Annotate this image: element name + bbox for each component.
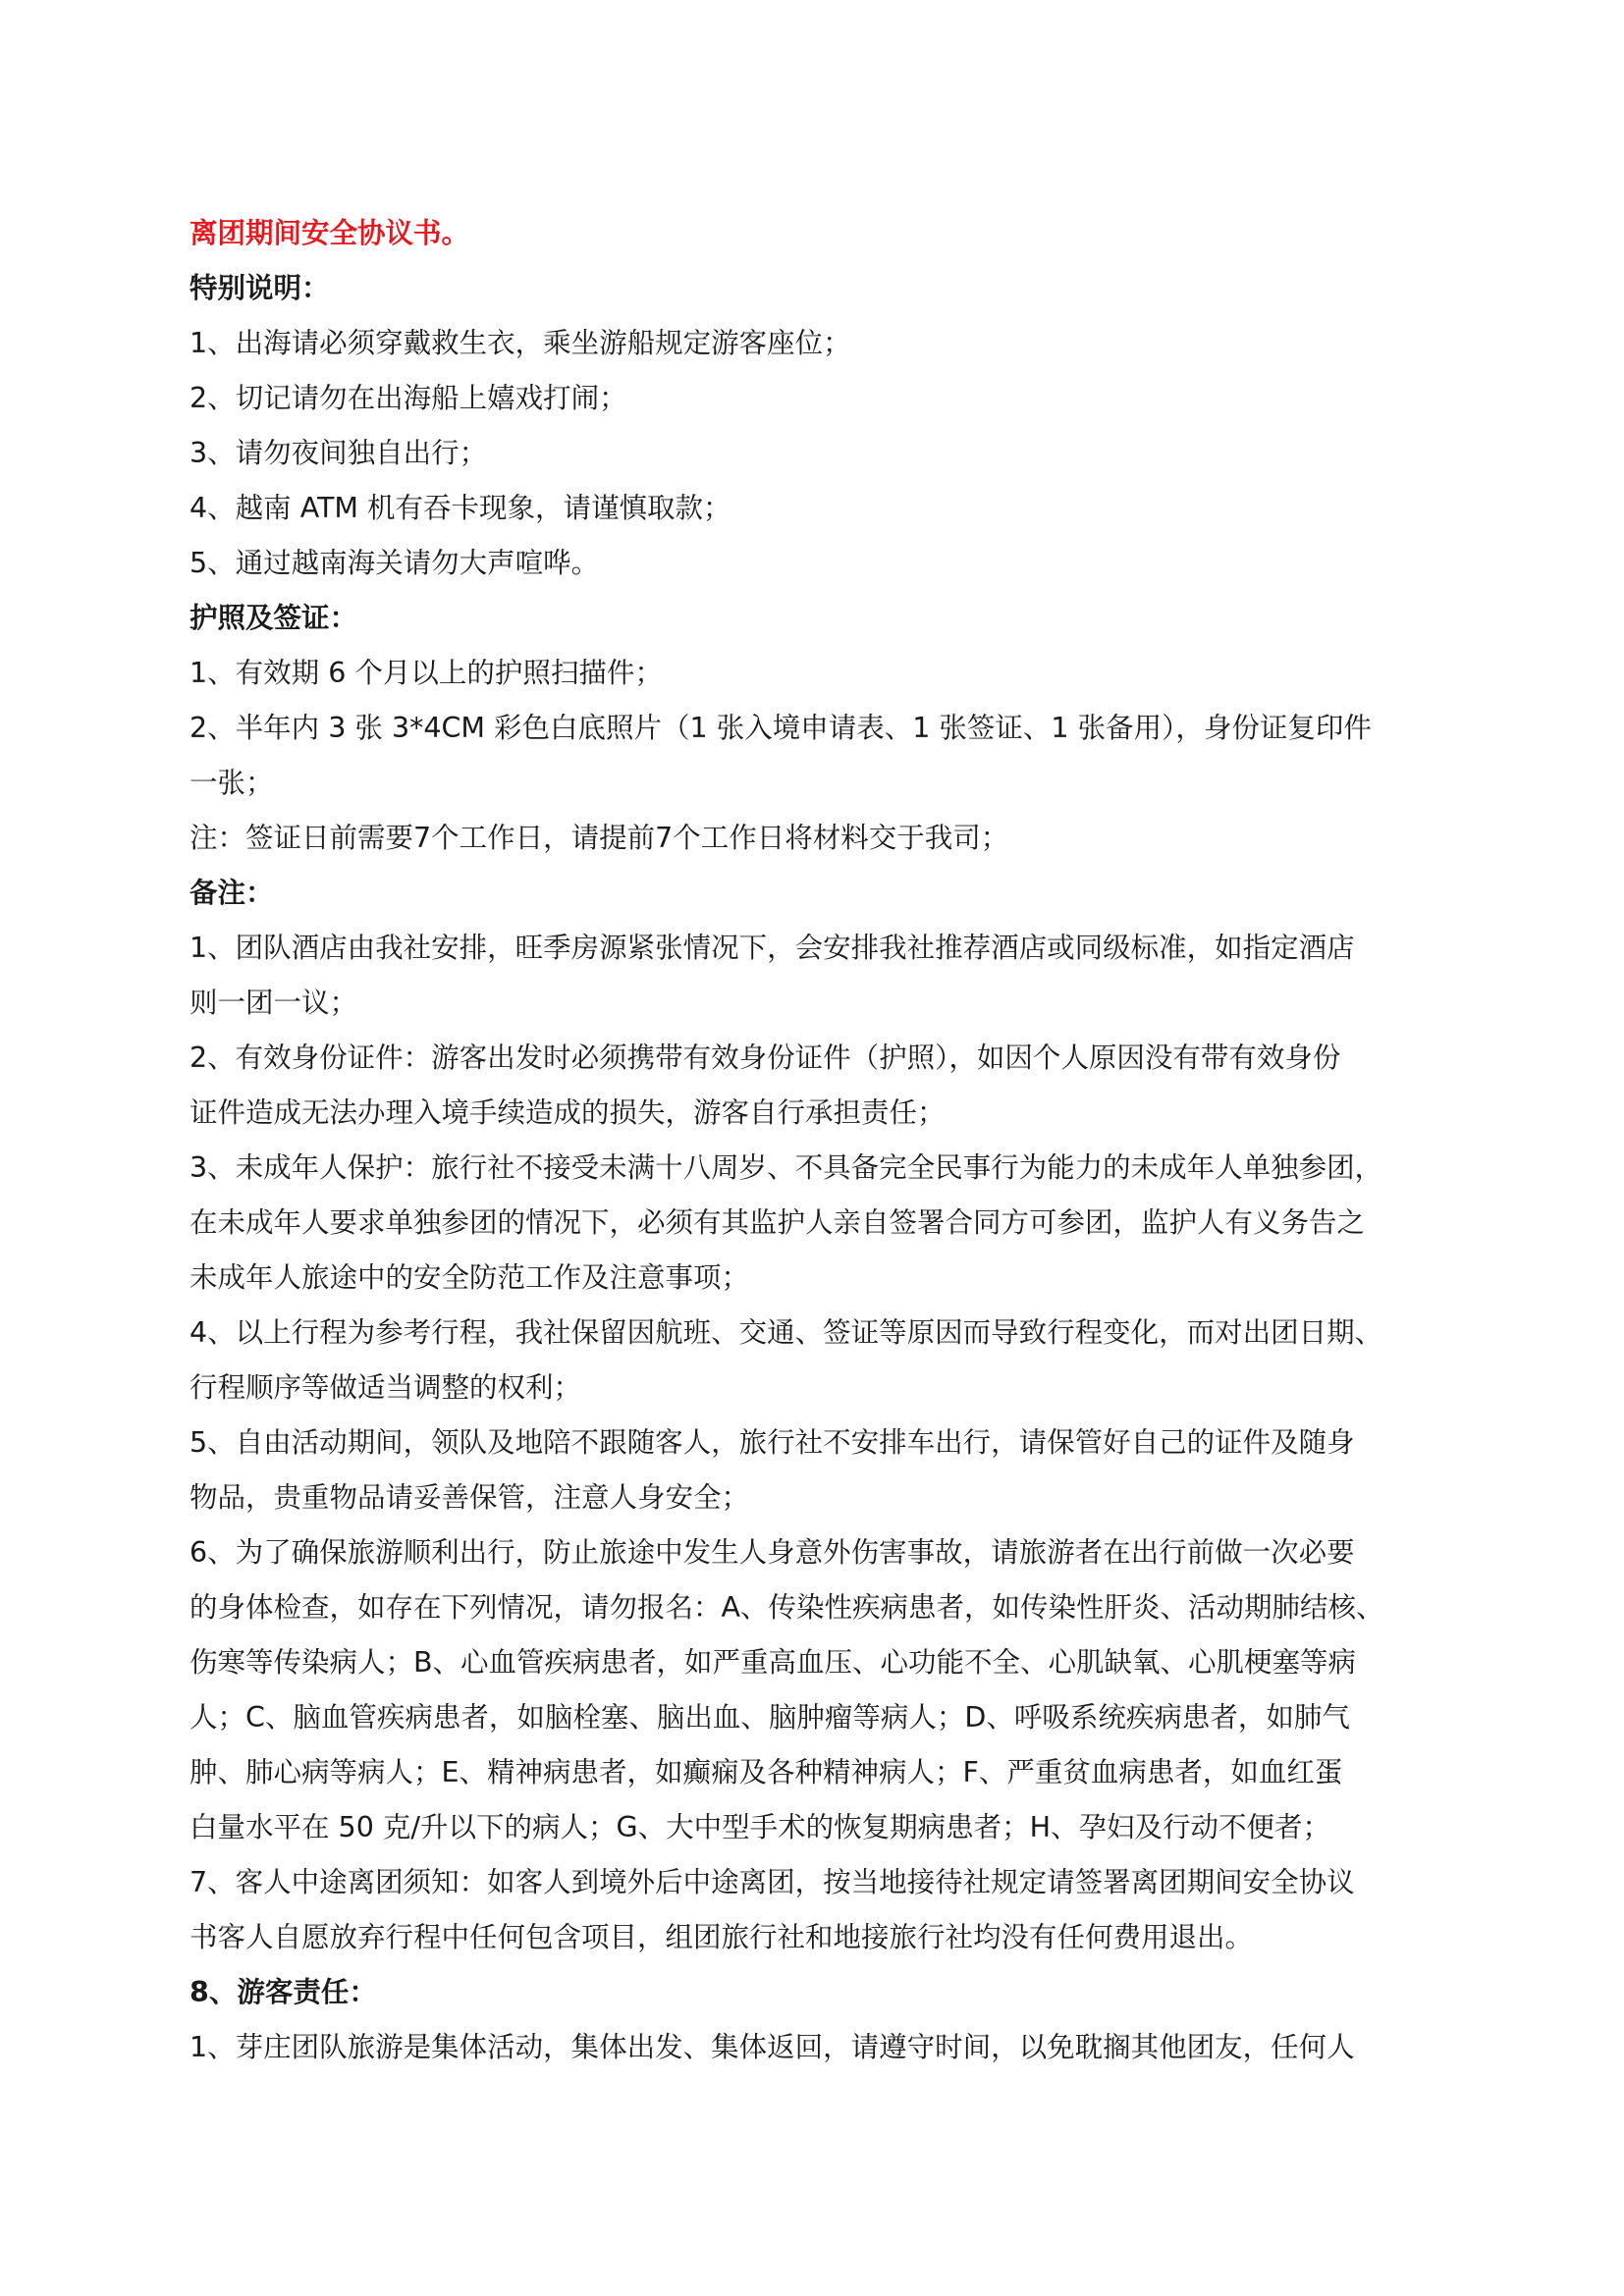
text-line: 注：签证日前需要7个工作日，请提前7个工作日将材料交于我司；: [189, 822, 1009, 854]
text-line: 5、自由活动期间，领队及地陪不跟随客人，旅行社不安排车出行，请保管好自己的证件及随身: [189, 1426, 1355, 1459]
text-line: 在未成年人要求单独参团的情况下，必须有其监护人亲自签署合同方可参团，监护人有义务告之: [189, 1206, 1366, 1239]
text-line: 伤寒等传染病人；B、心血管疾病患者，如严重高血压、心功能不全、心肌缺氧、心肌梗塞等病: [189, 1646, 1357, 1679]
text-line: 4、越南 ATM 机有吞卡现象，请谨慎取款；: [189, 492, 731, 524]
document-title: 离团期间安全协议书。: [189, 217, 470, 249]
text-line: 6、为了确保旅游顺利出行，防止旅途中发生人身意外伤害事故，请旅游者在出行前做一次必要: [189, 1536, 1355, 1569]
text-line: 白量水平在 50 克/升以下的病人；G、大中型手术的恢复期病患者；H、孕妇及行动不便者；: [189, 1811, 1331, 1843]
text-line: 则一团一议；: [189, 987, 358, 1019]
text-line: 肿、肺心病等病人；E、精神病患者，如癫痫及各种精神病人；F、严重贫血病患者，如血红蛋: [189, 1756, 1343, 1789]
section-heading-remarks: 备注：: [189, 877, 274, 909]
text-line: 7、客人中途离团须知：如客人到境外后中途离团，按当地接待社规定请签署离团期间安全协议: [189, 1866, 1355, 1898]
text-line: 物品，贵重物品请妥善保管，注意人身安全；: [189, 1481, 750, 1514]
text-line: 3、请勿夜间独自出行；: [189, 437, 488, 469]
text-line: 1、有效期 6 个月以上的护照扫描件；: [189, 657, 663, 689]
text-line: 2、半年内 3 张 3*4CM 彩色白底照片（1 张入境申请表、1 张签证、1 张备用），身份证复印件: [189, 712, 1372, 744]
text-line: 3、未成年人保护：旅行社不接受未满十八周岁、不具备完全民事行为能力的未成年人单独参团，: [189, 1151, 1383, 1184]
text-line: 书客人自愿放弃行程中任何包含项目，组团旅行社和地接旅行社均没有任何费用退出。: [189, 1921, 1254, 1953]
text-line: 2、切记请勿在出海船上嬉戏打闹；: [189, 382, 627, 414]
section-heading-passport-visa: 护照及签证：: [189, 602, 358, 634]
text-line: 未成年人旅途中的安全防范工作及注意事项；: [189, 1261, 750, 1294]
text-line: 2、有效身份证件：游客出发时必须携带有效身份证件（护照），如因个人原因没有带有效身份: [189, 1041, 1341, 1074]
text-line: 证件造成无法办理入境手续造成的损失，游客自行承担责任；: [189, 1096, 946, 1129]
document-body: [189, 206, 1397, 2075]
text-line: 1、芽庄团队旅游是集体活动，集体出发、集体返回，请遵守时间，以免耽搁其他团友，任何人: [189, 2031, 1355, 2063]
text-line: 人；C、脑血管疾病患者，如脑栓塞、脑出血、脑肿瘤等病人；D、呼吸系统疾病患者，如肺气: [189, 1701, 1350, 1734]
text-line: 4、以上行程为参考行程，我社保留因航班、交通、签证等原因而导致行程变化，而对出团日期、: [189, 1316, 1383, 1349]
text-line: 一张；: [189, 767, 274, 799]
text-line: 5、通过越南海关请勿大声喧哗。: [189, 547, 600, 579]
section-heading-tourist-responsibility: 8、游客责任：: [189, 1976, 377, 2008]
section-heading-special-notes: 特别说明：: [189, 272, 330, 304]
text-line: 行程顺序等做适当调整的权利；: [189, 1371, 582, 1404]
text-line: 1、团队酒店由我社安排，旺季房源紧张情况下，会安排我社推荐酒店或同级标准，如指定酒店: [189, 932, 1355, 964]
text-line: 的身体检查，如存在下列情况，请勿报名：A、传染性疾病患者，如传染性肝炎、活动期肺结核、: [189, 1591, 1384, 1624]
text-line: 1、出海请必须穿戴救生衣，乘坐游船规定游客座位；: [189, 327, 851, 359]
